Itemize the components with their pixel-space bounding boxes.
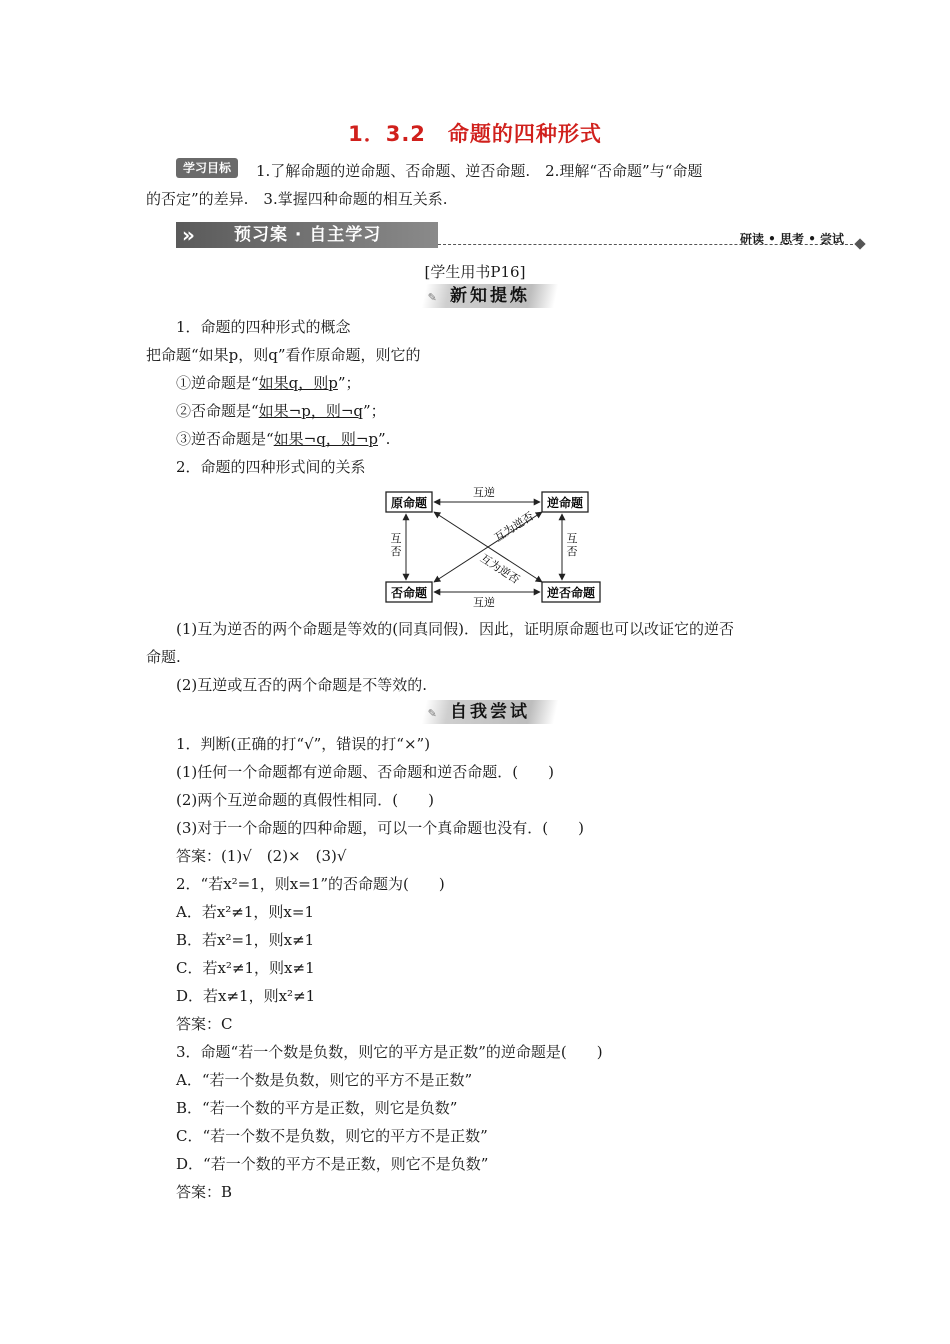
converse-answer: 如果q，则p — [258, 374, 338, 392]
answer-line: 答案：(1)√ (2)× (3)√ — [176, 847, 347, 865]
inverse-answer: 如果¬p，则¬q — [258, 402, 364, 420]
book-reference: [学生用书P16] — [424, 263, 526, 281]
converse-definition: ①逆命题是“如果q，则p”； — [176, 374, 361, 392]
contrapositive-definition: ③逆否命题是“如果¬q，则¬p”. — [176, 430, 391, 448]
option-line: C．若x²≠1，则x≠1 — [176, 959, 315, 977]
box-converse — [542, 492, 588, 512]
option-line: A．若x²≠1，则x=1 — [176, 903, 314, 921]
learning-goal-line-1: 1.了解命题的逆命题、否命题、逆否命题. 2.理解“否命题”与“命题 — [256, 162, 703, 180]
option-line: A．“若一个数是负数，则它的平方不是正数” — [176, 1071, 473, 1089]
page-title: 1．3.2 命题的四种形式 — [348, 122, 602, 146]
box-inverse-label: 否命题 — [390, 586, 428, 600]
box-inverse — [386, 582, 432, 602]
box-contrapositive — [542, 582, 600, 602]
exercise-line: 1．判断(正确的打“√”，错误的打“×”) — [176, 735, 431, 753]
heading-relations: 2．命题的四种形式间的关系 — [176, 458, 366, 476]
relation-note-2: (2)互逆或互否的两个命题是不等效的. — [176, 676, 428, 694]
section-tag-label: 新知提炼 — [450, 286, 530, 306]
diamond-icon — [854, 238, 865, 249]
pencil-icon: ✎ — [427, 291, 437, 304]
learning-goal-badge: 学习目标 — [176, 158, 238, 178]
box-original-label: 原命题 — [390, 496, 428, 510]
exercise-line: 3．命题“若一个数是负数，则它的平方是正数”的逆命题是( ) — [176, 1043, 603, 1061]
box-converse-label: 逆命题 — [546, 496, 584, 510]
box-original — [386, 492, 432, 512]
option-line: D．若x≠1，则x²≠1 — [176, 987, 316, 1005]
section-tag-label: 自我尝试 — [450, 702, 530, 722]
banner-title: 预习案 · 自主学习 — [234, 225, 382, 245]
exercise-line: (1)任何一个命题都有逆命题、否命题和逆否命题．( ) — [176, 763, 554, 781]
banner-subtitle: 研读 • 思考 • 尝试 — [740, 232, 845, 246]
learning-goal-line-2: 的否定”的差异. 3.掌握四种命题的相互关系. — [146, 190, 448, 208]
label-left-2: 否 — [390, 545, 402, 558]
pencil-icon: ✎ — [427, 707, 437, 720]
chevron-right-icon: » — [182, 223, 195, 247]
four-propositions-diagram — [380, 482, 610, 610]
answer-line: 答案：B — [176, 1183, 233, 1201]
exercise-line: (2)两个互逆命题的真假性相同．( ) — [176, 791, 434, 809]
option-line: D．“若一个数的平方不是正数，则它不是负数” — [176, 1155, 489, 1173]
box-contrapositive-label: 逆否命题 — [546, 586, 596, 600]
label-diagonal-2: 互为逆否 — [477, 551, 522, 587]
label-right-2: 否 — [566, 545, 578, 558]
contrapositive-answer: 如果¬q，则¬p — [273, 430, 379, 448]
concept-intro: 把命题“如果p，则q”看作原命题，则它的 — [146, 346, 421, 364]
relation-note-1-line-1: (1)互为逆否的两个命题是等效的(同真同假)．因此，证明原命题也可以改证它的逆否 — [176, 620, 734, 638]
label-diagonal-1: 互为逆否 — [492, 509, 537, 545]
section-banner — [176, 222, 438, 248]
option-line: B．若x²=1，则x≠1 — [176, 931, 315, 949]
exercise-line: 2．“若x²=1，则x=1”的否命题为( ) — [176, 875, 445, 893]
option-line: B．“若一个数的平方是正数，则它是负数” — [176, 1099, 458, 1117]
label-top: 互逆 — [473, 486, 495, 499]
exercise-line: (3)对于一个命题的四种命题，可以一个真命题也没有．( ) — [176, 819, 584, 837]
answer-line: 答案：C — [176, 1015, 233, 1033]
inverse-definition: ②否命题是“如果¬p，则¬q”； — [176, 402, 386, 420]
option-line: C．“若一个数不是负数，则它的平方不是正数” — [176, 1127, 488, 1145]
heading-concept: 1．命题的四种形式的概念 — [176, 318, 351, 336]
section-tag-self-try — [421, 700, 558, 724]
relation-note-1-line-2: 命题. — [146, 648, 181, 666]
section-tag-new-knowledge — [421, 284, 558, 308]
label-left-1: 互 — [390, 532, 402, 545]
label-bottom: 互逆 — [473, 596, 495, 609]
label-right-1: 互 — [566, 532, 578, 545]
